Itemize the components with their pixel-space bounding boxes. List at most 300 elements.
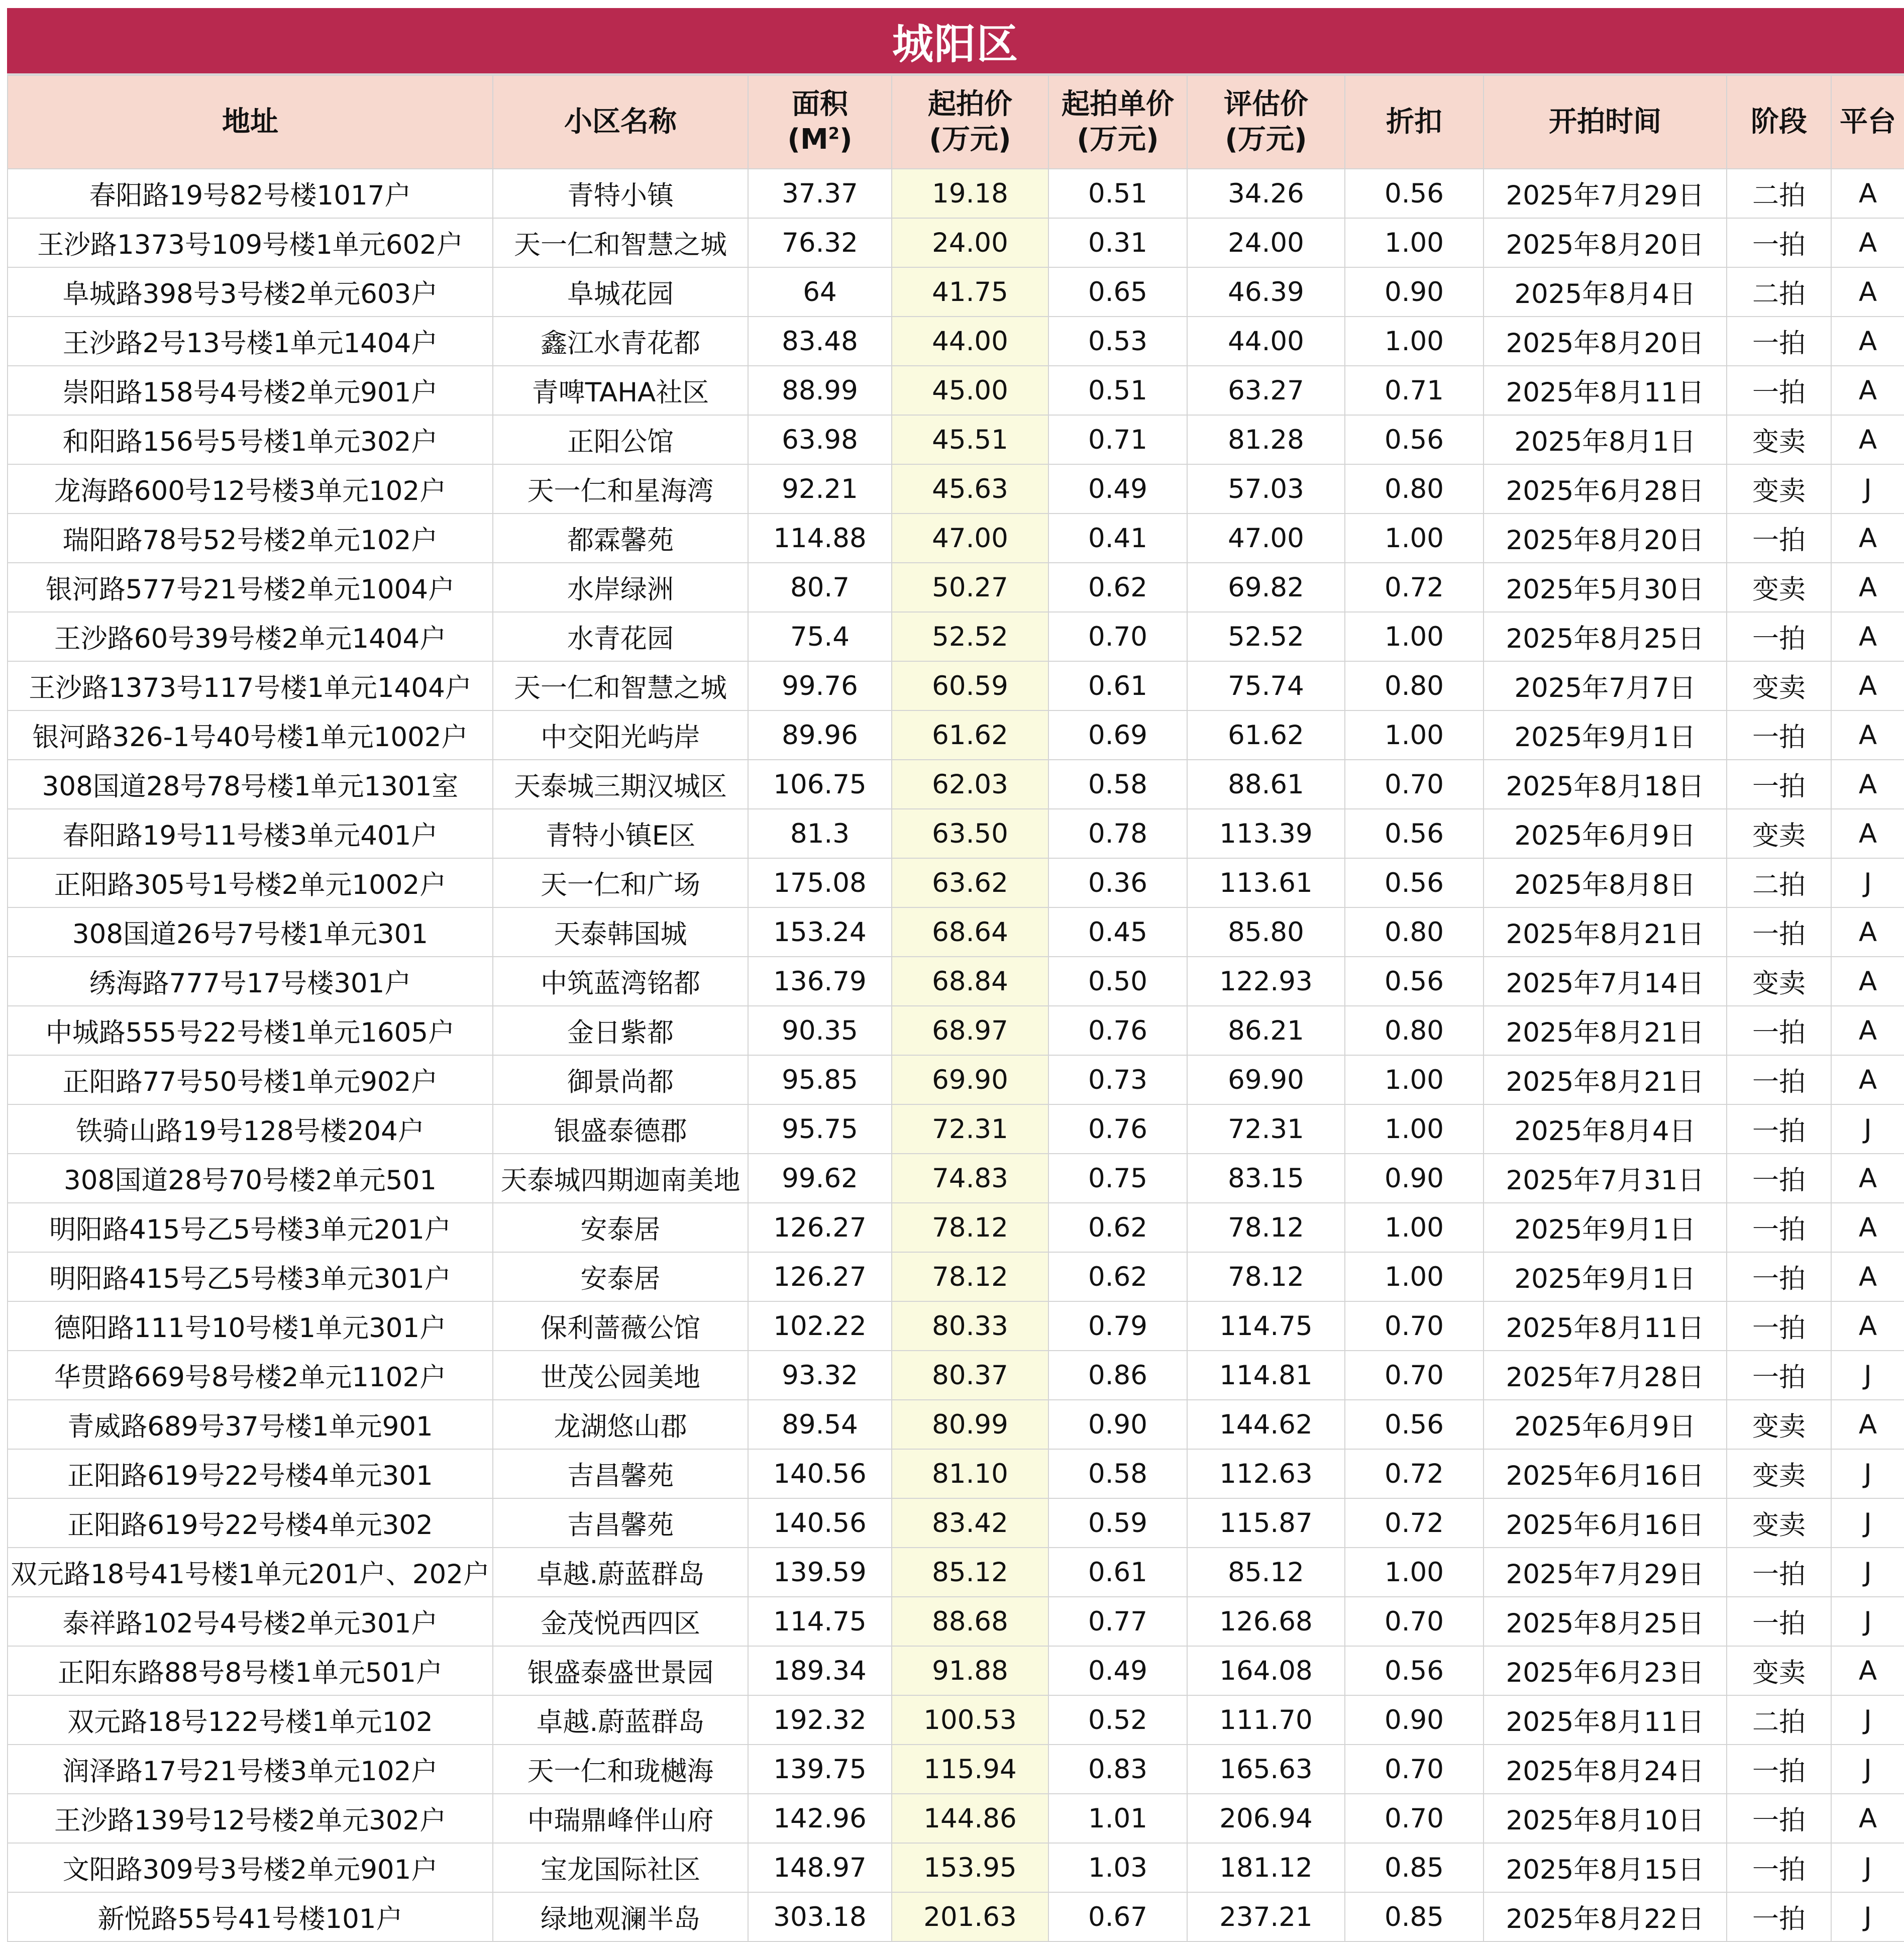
- cell-stage: 一拍: [1727, 366, 1831, 415]
- table-row: [8, 1646, 1904, 1695]
- cell-start-time: 2025年8月8日: [1484, 858, 1727, 907]
- cell-start-price: 61.62: [892, 710, 1048, 760]
- cell-start-time: 2025年6月9日: [1484, 1400, 1727, 1449]
- cell-area: 95.85: [748, 1055, 892, 1104]
- cell-address: 308国道26号7号楼1单元301: [8, 907, 493, 957]
- cell-community: 安泰居: [493, 1203, 748, 1252]
- header-area-unit-sup: 2: [828, 124, 839, 143]
- sheet-title: 城阳区: [7, 8, 1904, 75]
- cell-area: 76.32: [748, 218, 892, 267]
- cell-platform: J: [1831, 1449, 1904, 1498]
- cell-area: 37.37: [748, 169, 892, 218]
- cell-area: 139.59: [748, 1548, 892, 1597]
- cell-community: 天一仁和星海湾: [493, 464, 748, 514]
- cell-area: 140.56: [748, 1449, 892, 1498]
- cell-area: 192.32: [748, 1695, 892, 1745]
- table-row: [8, 169, 1904, 218]
- cell-stage: 一拍: [1727, 1104, 1831, 1154]
- cell-area: 126.27: [748, 1252, 892, 1301]
- cell-area: 93.32: [748, 1351, 892, 1400]
- cell-area: 148.97: [748, 1843, 892, 1892]
- cell-platform: A: [1831, 809, 1904, 858]
- cell-community: 天一仁和智慧之城: [493, 661, 748, 710]
- header-area: [748, 75, 892, 169]
- cell-appraisal: 85.80: [1187, 907, 1345, 957]
- cell-unit-price: 0.77: [1048, 1597, 1187, 1646]
- cell-area: 126.27: [748, 1203, 892, 1252]
- cell-discount: 0.71: [1345, 366, 1484, 415]
- cell-address: 正阳路619号22号楼4单元302: [8, 1498, 493, 1548]
- cell-start-price: 91.88: [892, 1646, 1048, 1695]
- cell-start-price: 47.00: [892, 514, 1048, 563]
- cell-stage: 变卖: [1727, 1449, 1831, 1498]
- cell-area: 63.98: [748, 415, 892, 464]
- table-row: [8, 710, 1904, 760]
- cell-address: 王沙路2号13号楼1单元1404户: [8, 317, 493, 366]
- header-area-unit-a: (M: [787, 123, 828, 156]
- cell-platform: A: [1831, 366, 1904, 415]
- cell-start-time: 2025年8月25日: [1484, 612, 1727, 661]
- cell-area: 75.4: [748, 612, 892, 661]
- cell-stage: 一拍: [1727, 760, 1831, 809]
- cell-platform: A: [1831, 1400, 1904, 1449]
- cell-start-price: 68.64: [892, 907, 1048, 957]
- cell-community: 阜城花园: [493, 267, 748, 317]
- cell-stage: 一拍: [1727, 1548, 1831, 1597]
- header-unit-price: [1048, 75, 1187, 169]
- cell-community: 正阳公馆: [493, 415, 748, 464]
- cell-start-price: 63.50: [892, 809, 1048, 858]
- header-community: 小区名称: [493, 75, 748, 169]
- cell-start-time: 2025年7月7日: [1484, 661, 1727, 710]
- table-row: [8, 1745, 1904, 1794]
- cell-start-price: 81.10: [892, 1449, 1048, 1498]
- cell-platform: J: [1831, 1597, 1904, 1646]
- cell-address: 崇阳路158号4号楼2单元901户: [8, 366, 493, 415]
- cell-start-time: 2025年6月23日: [1484, 1646, 1727, 1695]
- table-row: [8, 612, 1904, 661]
- cell-start-time: 2025年8月22日: [1484, 1892, 1727, 1941]
- cell-stage: 一拍: [1727, 1597, 1831, 1646]
- cell-discount: 0.70: [1345, 760, 1484, 809]
- cell-discount: 0.70: [1345, 1351, 1484, 1400]
- cell-area: 90.35: [748, 1006, 892, 1055]
- cell-platform: A: [1831, 1794, 1904, 1843]
- cell-unit-price: 0.76: [1048, 1006, 1187, 1055]
- cell-start-time: 2025年8月15日: [1484, 1843, 1727, 1892]
- cell-address: 瑞阳路78号52号楼2单元102户: [8, 514, 493, 563]
- cell-platform: J: [1831, 1351, 1904, 1400]
- cell-platform: A: [1831, 1055, 1904, 1104]
- cell-address: 308国道28号70号楼2单元501: [8, 1154, 493, 1203]
- cell-area: 81.3: [748, 809, 892, 858]
- cell-stage: 一拍: [1727, 710, 1831, 760]
- cell-appraisal: 24.00: [1187, 218, 1345, 267]
- cell-platform: A: [1831, 907, 1904, 957]
- cell-address: 铁骑山路19号128号楼204户: [8, 1104, 493, 1154]
- cell-area: 303.18: [748, 1892, 892, 1941]
- cell-start-price: 100.53: [892, 1695, 1048, 1745]
- cell-unit-price: 0.62: [1048, 563, 1187, 612]
- cell-discount: 0.90: [1345, 267, 1484, 317]
- cell-stage: 二拍: [1727, 1695, 1831, 1745]
- cell-discount: 0.72: [1345, 563, 1484, 612]
- cell-community: 御景尚都: [493, 1055, 748, 1104]
- cell-appraisal: 34.26: [1187, 169, 1345, 218]
- cell-area: 136.79: [748, 957, 892, 1006]
- cell-community: 银盛泰盛世景园: [493, 1646, 748, 1695]
- cell-discount: 0.70: [1345, 1745, 1484, 1794]
- table-row: [8, 1695, 1904, 1745]
- cell-address: 润泽路17号21号楼3单元102户: [8, 1745, 493, 1794]
- cell-start-time: 2025年8月18日: [1484, 760, 1727, 809]
- cell-stage: 一拍: [1727, 1252, 1831, 1301]
- cell-appraisal: 88.61: [1187, 760, 1345, 809]
- cell-stage: 一拍: [1727, 1154, 1831, 1203]
- cell-unit-price: 0.61: [1048, 1548, 1187, 1597]
- cell-discount: 1.00: [1345, 1203, 1484, 1252]
- table-row: [8, 1301, 1904, 1351]
- cell-unit-price: 0.49: [1048, 464, 1187, 514]
- cell-appraisal: 61.62: [1187, 710, 1345, 760]
- cell-stage: 变卖: [1727, 957, 1831, 1006]
- cell-stage: 一拍: [1727, 1006, 1831, 1055]
- cell-appraisal: 81.28: [1187, 415, 1345, 464]
- cell-start-price: 78.12: [892, 1252, 1048, 1301]
- cell-address: 王沙路139号12号楼2单元302户: [8, 1794, 493, 1843]
- table-row: [8, 1104, 1904, 1154]
- cell-platform: A: [1831, 612, 1904, 661]
- cell-address: 双元路18号41号楼1单元201户、202户: [8, 1548, 493, 1597]
- cell-community: 金茂悦西四区: [493, 1597, 748, 1646]
- cell-discount: 0.56: [1345, 1400, 1484, 1449]
- cell-unit-price: 0.90: [1048, 1400, 1187, 1449]
- cell-community: 水岸绿洲: [493, 563, 748, 612]
- cell-start-time: 2025年7月31日: [1484, 1154, 1727, 1203]
- cell-start-time: 2025年8月11日: [1484, 366, 1727, 415]
- cell-stage: 变卖: [1727, 809, 1831, 858]
- cell-platform: J: [1831, 1104, 1904, 1154]
- cell-unit-price: 0.49: [1048, 1646, 1187, 1695]
- cell-discount: 1.00: [1345, 710, 1484, 760]
- cell-discount: 0.56: [1345, 1646, 1484, 1695]
- cell-community: 世茂公园美地: [493, 1351, 748, 1400]
- cell-start-price: 72.31: [892, 1104, 1048, 1154]
- cell-platform: J: [1831, 1892, 1904, 1941]
- cell-start-time: 2025年8月20日: [1484, 514, 1727, 563]
- cell-community: 天泰韩国城: [493, 907, 748, 957]
- table-row: [8, 1449, 1904, 1498]
- cell-start-time: 2025年8月20日: [1484, 317, 1727, 366]
- table-row: [8, 1351, 1904, 1400]
- table-row: [8, 1252, 1904, 1301]
- cell-appraisal: 72.31: [1187, 1104, 1345, 1154]
- auction-table: [7, 75, 1904, 1942]
- table-row: [8, 1203, 1904, 1252]
- cell-unit-price: 0.65: [1048, 267, 1187, 317]
- cell-start-price: 144.86: [892, 1794, 1048, 1843]
- cell-area: 189.34: [748, 1646, 892, 1695]
- cell-community: 中筑蓝湾铭都: [493, 957, 748, 1006]
- cell-community: 青特小镇E区: [493, 809, 748, 858]
- cell-platform: J: [1831, 464, 1904, 514]
- cell-platform: A: [1831, 1154, 1904, 1203]
- cell-platform: A: [1831, 760, 1904, 809]
- table-row: [8, 1055, 1904, 1104]
- table-row: [8, 1006, 1904, 1055]
- cell-start-time: 2025年8月11日: [1484, 1301, 1727, 1351]
- cell-address: 青威路689号37号楼1单元901: [8, 1400, 493, 1449]
- cell-address: 中城路555号22号楼1单元1605户: [8, 1006, 493, 1055]
- cell-unit-price: 1.01: [1048, 1794, 1187, 1843]
- cell-start-price: 80.37: [892, 1351, 1048, 1400]
- cell-start-price: 78.12: [892, 1203, 1048, 1252]
- cell-unit-price: 0.69: [1048, 710, 1187, 760]
- cell-stage: 一拍: [1727, 1301, 1831, 1351]
- cell-discount: 1.00: [1345, 1104, 1484, 1154]
- cell-address: 德阳路111号10号楼1单元301户: [8, 1301, 493, 1351]
- cell-stage: 变卖: [1727, 464, 1831, 514]
- cell-community: 都霖馨苑: [493, 514, 748, 563]
- cell-start-time: 2025年6月28日: [1484, 464, 1727, 514]
- cell-unit-price: 0.52: [1048, 1695, 1187, 1745]
- cell-appraisal: 57.03: [1187, 464, 1345, 514]
- cell-unit-price: 0.71: [1048, 415, 1187, 464]
- cell-community: 保利蔷薇公馆: [493, 1301, 748, 1351]
- cell-start-time: 2025年8月10日: [1484, 1794, 1727, 1843]
- cell-address: 绣海路777号17号楼301户: [8, 957, 493, 1006]
- cell-unit-price: 0.51: [1048, 366, 1187, 415]
- cell-unit-price: 0.58: [1048, 760, 1187, 809]
- cell-area: 99.62: [748, 1154, 892, 1203]
- cell-area: 114.75: [748, 1597, 892, 1646]
- cell-community: 绿地观澜半岛: [493, 1892, 748, 1941]
- table-row: [8, 1597, 1904, 1646]
- cell-appraisal: 112.63: [1187, 1449, 1345, 1498]
- cell-platform: A: [1831, 1646, 1904, 1695]
- cell-start-price: 45.63: [892, 464, 1048, 514]
- cell-start-price: 115.94: [892, 1745, 1048, 1794]
- cell-discount: 0.56: [1345, 415, 1484, 464]
- cell-stage: 一拍: [1727, 1351, 1831, 1400]
- cell-community: 吉昌馨苑: [493, 1449, 748, 1498]
- cell-community: 天一仁和广场: [493, 858, 748, 907]
- cell-start-price: 88.68: [892, 1597, 1048, 1646]
- cell-address: 泰祥路102号4号楼2单元301户: [8, 1597, 493, 1646]
- cell-start-price: 62.03: [892, 760, 1048, 809]
- cell-appraisal: 115.87: [1187, 1498, 1345, 1548]
- cell-unit-price: 0.50: [1048, 957, 1187, 1006]
- cell-community: 卓越.蔚蓝群岛: [493, 1548, 748, 1597]
- cell-appraisal: 52.52: [1187, 612, 1345, 661]
- cell-unit-price: 0.62: [1048, 1203, 1187, 1252]
- cell-platform: A: [1831, 267, 1904, 317]
- cell-address: 王沙路1373号109号楼1单元602户: [8, 218, 493, 267]
- table-row: [8, 661, 1904, 710]
- cell-stage: 变卖: [1727, 415, 1831, 464]
- cell-community: 中交阳光屿岸: [493, 710, 748, 760]
- cell-stage: 一拍: [1727, 1843, 1831, 1892]
- cell-stage: 变卖: [1727, 661, 1831, 710]
- cell-community: 水青花园: [493, 612, 748, 661]
- auction-sheet: [7, 8, 1904, 1941]
- cell-stage: 二拍: [1727, 858, 1831, 907]
- cell-unit-price: 0.58: [1048, 1449, 1187, 1498]
- cell-start-time: 2025年7月28日: [1484, 1351, 1727, 1400]
- cell-start-time: 2025年6月16日: [1484, 1449, 1727, 1498]
- cell-platform: A: [1831, 317, 1904, 366]
- cell-community: 青特小镇: [493, 169, 748, 218]
- cell-platform: A: [1831, 169, 1904, 218]
- table-row: [8, 1498, 1904, 1548]
- cell-appraisal: 85.12: [1187, 1548, 1345, 1597]
- cell-appraisal: 75.74: [1187, 661, 1345, 710]
- cell-start-time: 2025年8月21日: [1484, 1006, 1727, 1055]
- cell-discount: 0.72: [1345, 1498, 1484, 1548]
- cell-area: 89.54: [748, 1400, 892, 1449]
- cell-appraisal: 114.81: [1187, 1351, 1345, 1400]
- cell-start-price: 63.62: [892, 858, 1048, 907]
- cell-area: 95.75: [748, 1104, 892, 1154]
- header-address: 地址: [8, 75, 493, 169]
- cell-area: 106.75: [748, 760, 892, 809]
- cell-discount: 0.70: [1345, 1794, 1484, 1843]
- cell-appraisal: 69.90: [1187, 1055, 1345, 1104]
- header-unit-price-line1: 起拍单价: [1062, 88, 1174, 121]
- cell-community: 天泰城三期汉城区: [493, 760, 748, 809]
- cell-appraisal: 206.94: [1187, 1794, 1345, 1843]
- cell-unit-price: 0.78: [1048, 809, 1187, 858]
- cell-unit-price: 0.75: [1048, 1154, 1187, 1203]
- cell-community: 天一仁和智慧之城: [493, 218, 748, 267]
- table-row: [8, 907, 1904, 957]
- cell-stage: 变卖: [1727, 563, 1831, 612]
- cell-start-price: 80.99: [892, 1400, 1048, 1449]
- cell-address: 明阳路415号乙5号楼3单元301户: [8, 1252, 493, 1301]
- cell-unit-price: 0.83: [1048, 1745, 1187, 1794]
- cell-appraisal: 126.68: [1187, 1597, 1345, 1646]
- cell-appraisal: 78.12: [1187, 1252, 1345, 1301]
- cell-start-price: 83.42: [892, 1498, 1048, 1548]
- cell-start-price: 68.84: [892, 957, 1048, 1006]
- cell-appraisal: 164.08: [1187, 1646, 1345, 1695]
- cell-appraisal: 122.93: [1187, 957, 1345, 1006]
- cell-appraisal: 78.12: [1187, 1203, 1345, 1252]
- cell-area: 153.24: [748, 907, 892, 957]
- cell-discount: 0.56: [1345, 858, 1484, 907]
- cell-platform: A: [1831, 1252, 1904, 1301]
- cell-unit-price: 1.03: [1048, 1843, 1187, 1892]
- cell-unit-price: 0.79: [1048, 1301, 1187, 1351]
- cell-area: 114.88: [748, 514, 892, 563]
- cell-start-time: 2025年6月16日: [1484, 1498, 1727, 1548]
- cell-start-time: 2025年8月21日: [1484, 1055, 1727, 1104]
- cell-platform: J: [1831, 1498, 1904, 1548]
- cell-stage: 一拍: [1727, 514, 1831, 563]
- header-unit-price-line2: (万元): [1077, 123, 1159, 156]
- cell-start-time: 2025年7月14日: [1484, 957, 1727, 1006]
- table-row: [8, 267, 1904, 317]
- cell-start-price: 68.97: [892, 1006, 1048, 1055]
- cell-area: 142.96: [748, 1794, 892, 1843]
- cell-address: 阜城路398号3号楼2单元603户: [8, 267, 493, 317]
- cell-start-price: 45.00: [892, 366, 1048, 415]
- cell-address: 正阳东路88号8号楼1单元501户: [8, 1646, 493, 1695]
- cell-appraisal: 113.61: [1187, 858, 1345, 907]
- cell-discount: 0.85: [1345, 1843, 1484, 1892]
- cell-unit-price: 0.67: [1048, 1892, 1187, 1941]
- header-area-line2: [749, 122, 891, 157]
- cell-discount: 1.00: [1345, 612, 1484, 661]
- cell-appraisal: 113.39: [1187, 809, 1345, 858]
- cell-platform: A: [1831, 1301, 1904, 1351]
- cell-unit-price: 0.73: [1048, 1055, 1187, 1104]
- cell-start-time: 2025年8月24日: [1484, 1745, 1727, 1794]
- header-discount: 折扣: [1345, 75, 1484, 169]
- cell-appraisal: 165.63: [1187, 1745, 1345, 1794]
- cell-area: 64: [748, 267, 892, 317]
- cell-community: 吉昌馨苑: [493, 1498, 748, 1548]
- cell-stage: 一拍: [1727, 612, 1831, 661]
- cell-stage: 一拍: [1727, 218, 1831, 267]
- header-area-unit-b: ): [839, 123, 853, 156]
- table-row: [8, 1794, 1904, 1843]
- cell-address: 新悦路55号41号楼101户: [8, 1892, 493, 1941]
- cell-start-time: 2025年8月25日: [1484, 1597, 1727, 1646]
- cell-start-price: 44.00: [892, 317, 1048, 366]
- cell-community: 安泰居: [493, 1252, 748, 1301]
- header-row: [8, 75, 1904, 169]
- cell-start-price: 24.00: [892, 218, 1048, 267]
- cell-stage: 一拍: [1727, 317, 1831, 366]
- header-start-price-line1: 起拍价: [928, 88, 1012, 121]
- cell-start-price: 41.75: [892, 267, 1048, 317]
- cell-area: 99.76: [748, 661, 892, 710]
- cell-address: 正阳路305号1号楼2单元1002户: [8, 858, 493, 907]
- cell-community: 天泰城四期迦南美地: [493, 1154, 748, 1203]
- cell-platform: J: [1831, 858, 1904, 907]
- cell-stage: 变卖: [1727, 1400, 1831, 1449]
- cell-stage: 一拍: [1727, 1745, 1831, 1794]
- table-row: [8, 415, 1904, 464]
- cell-stage: 一拍: [1727, 1794, 1831, 1843]
- cell-unit-price: 0.41: [1048, 514, 1187, 563]
- cell-platform: A: [1831, 514, 1904, 563]
- table-row: [8, 514, 1904, 563]
- cell-discount: 0.70: [1345, 1597, 1484, 1646]
- cell-address: 明阳路415号乙5号楼3单元201户: [8, 1203, 493, 1252]
- cell-platform: J: [1831, 1548, 1904, 1597]
- cell-appraisal: 63.27: [1187, 366, 1345, 415]
- cell-start-time: 2025年8月21日: [1484, 907, 1727, 957]
- cell-stage: 一拍: [1727, 907, 1831, 957]
- cell-start-time: 2025年9月1日: [1484, 1252, 1727, 1301]
- cell-platform: A: [1831, 957, 1904, 1006]
- cell-address: 龙海路600号12号楼3单元102户: [8, 464, 493, 514]
- cell-area: 92.21: [748, 464, 892, 514]
- cell-start-price: 60.59: [892, 661, 1048, 710]
- cell-start-price: 19.18: [892, 169, 1048, 218]
- table-row: [8, 957, 1904, 1006]
- cell-start-price: 85.12: [892, 1548, 1048, 1597]
- cell-discount: 0.56: [1345, 957, 1484, 1006]
- table-row: [8, 1548, 1904, 1597]
- table-row: [8, 1154, 1904, 1203]
- cell-discount: 1.00: [1345, 514, 1484, 563]
- header-platform: 平台: [1831, 75, 1904, 169]
- cell-unit-price: 0.76: [1048, 1104, 1187, 1154]
- cell-start-time: 2025年6月9日: [1484, 809, 1727, 858]
